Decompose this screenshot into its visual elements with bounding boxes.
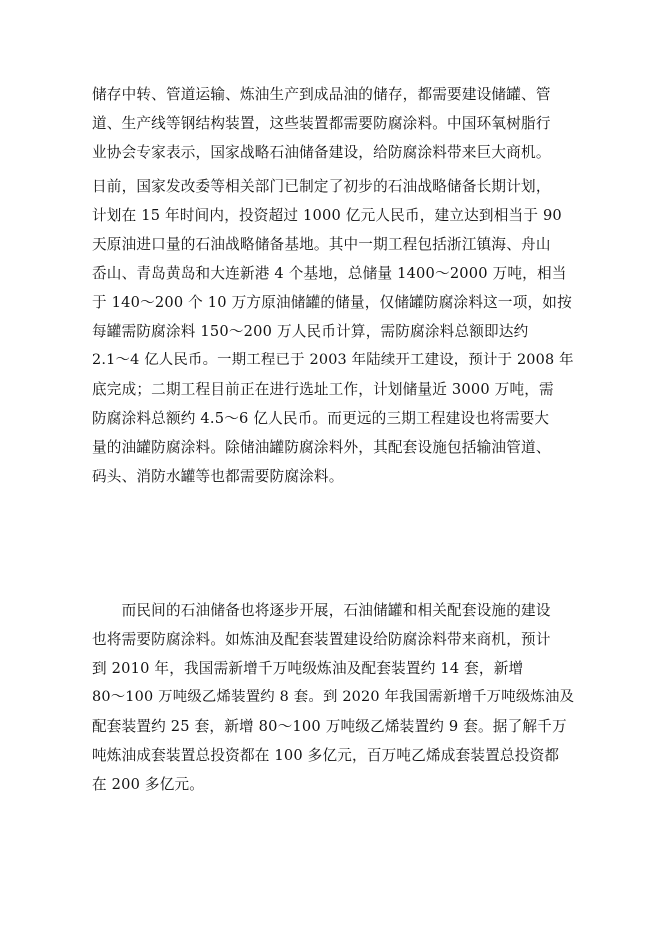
text-line: 储存中转、管道运输、炼油生产到成品油的储存，都需要建设储罐、管 [92, 86, 551, 103]
text-line: 天原油进口量的石油战略储备基地。其中一期工程包括浙江镇海、舟山 [92, 236, 551, 253]
paragraph-3 [92, 596, 578, 799]
text-line: 计划在 15 年时间内，投资超过 1000 亿元人民币，建立达到相当于 90 [92, 207, 562, 224]
paragraph-2 [92, 172, 578, 491]
text-line: 岙山、青岛黄岛和大连新港 4 个基地，总储量 1400～2000 万吨，相当 [92, 265, 567, 282]
text-line: 业协会专家表示，国家战略石油储备建设，给防腐涂料带来巨大商机。 [92, 144, 551, 161]
text-line: 防腐涂料总额约 4.5～6 亿人民币。而更远的三期工程建设也将需要大 [92, 410, 550, 427]
text-line: 吨炼油成套装置总投资都在 100 多亿元，百万吨乙烯成套装置总投资都 [92, 747, 560, 764]
text-line: 道、生产线等钢结构装置，这些装置都需要防腐涂料。中国环氧树脂行 [92, 115, 551, 132]
text-line: 码头、消防水罐等也都需要防腐涂料。 [92, 468, 344, 485]
text-line: 2.1～4 亿人民币。一期工程已于 2003 年陆续开工建设，预计于 2008 年 [92, 352, 574, 368]
text-line: 于 140～200 个 10 万方原油储罐的储量，仅储罐防腐涂料这一项，如按 [92, 294, 572, 311]
text-line: 每罐需防腐涂料 150～200 万人民币计算，需防腐涂料总额即达约 [92, 323, 529, 340]
text-line: 在 200 多亿元。 [92, 776, 205, 793]
text-line: 配套装置约 25 套，新增 80～100 万吨级乙烯装置约 9 套。据了解千万 [92, 718, 567, 735]
text-line: 而民间的石油储备也将逐步开展，石油储罐和相关配套设施的建设 [92, 602, 551, 619]
text-line: 日前，国家发改委等相关部门已制定了初步的石油战略储备长期计划， [92, 178, 551, 195]
text-line: 到 2010 年，我国需新增千万吨级炼油及配套装置约 14 套，新增 [92, 660, 524, 677]
text-line: 量的油罐防腐涂料。除储油罐防腐涂料外，其配套设施包括输油管道、 [92, 439, 551, 456]
text-line: 底完成；二期工程目前正在进行选址工作，计划储量近 3000 万吨，需 [92, 381, 554, 398]
text-line: 80～100 万吨级乙烯装置约 8 套。到 2020 年我国需新增千万吨级炼油及 [92, 689, 575, 705]
text-line: 也将需要防腐涂料。如炼油及配套装置建设给防腐涂料带来商机，预计 [92, 631, 551, 648]
paragraph-1 [92, 80, 578, 167]
